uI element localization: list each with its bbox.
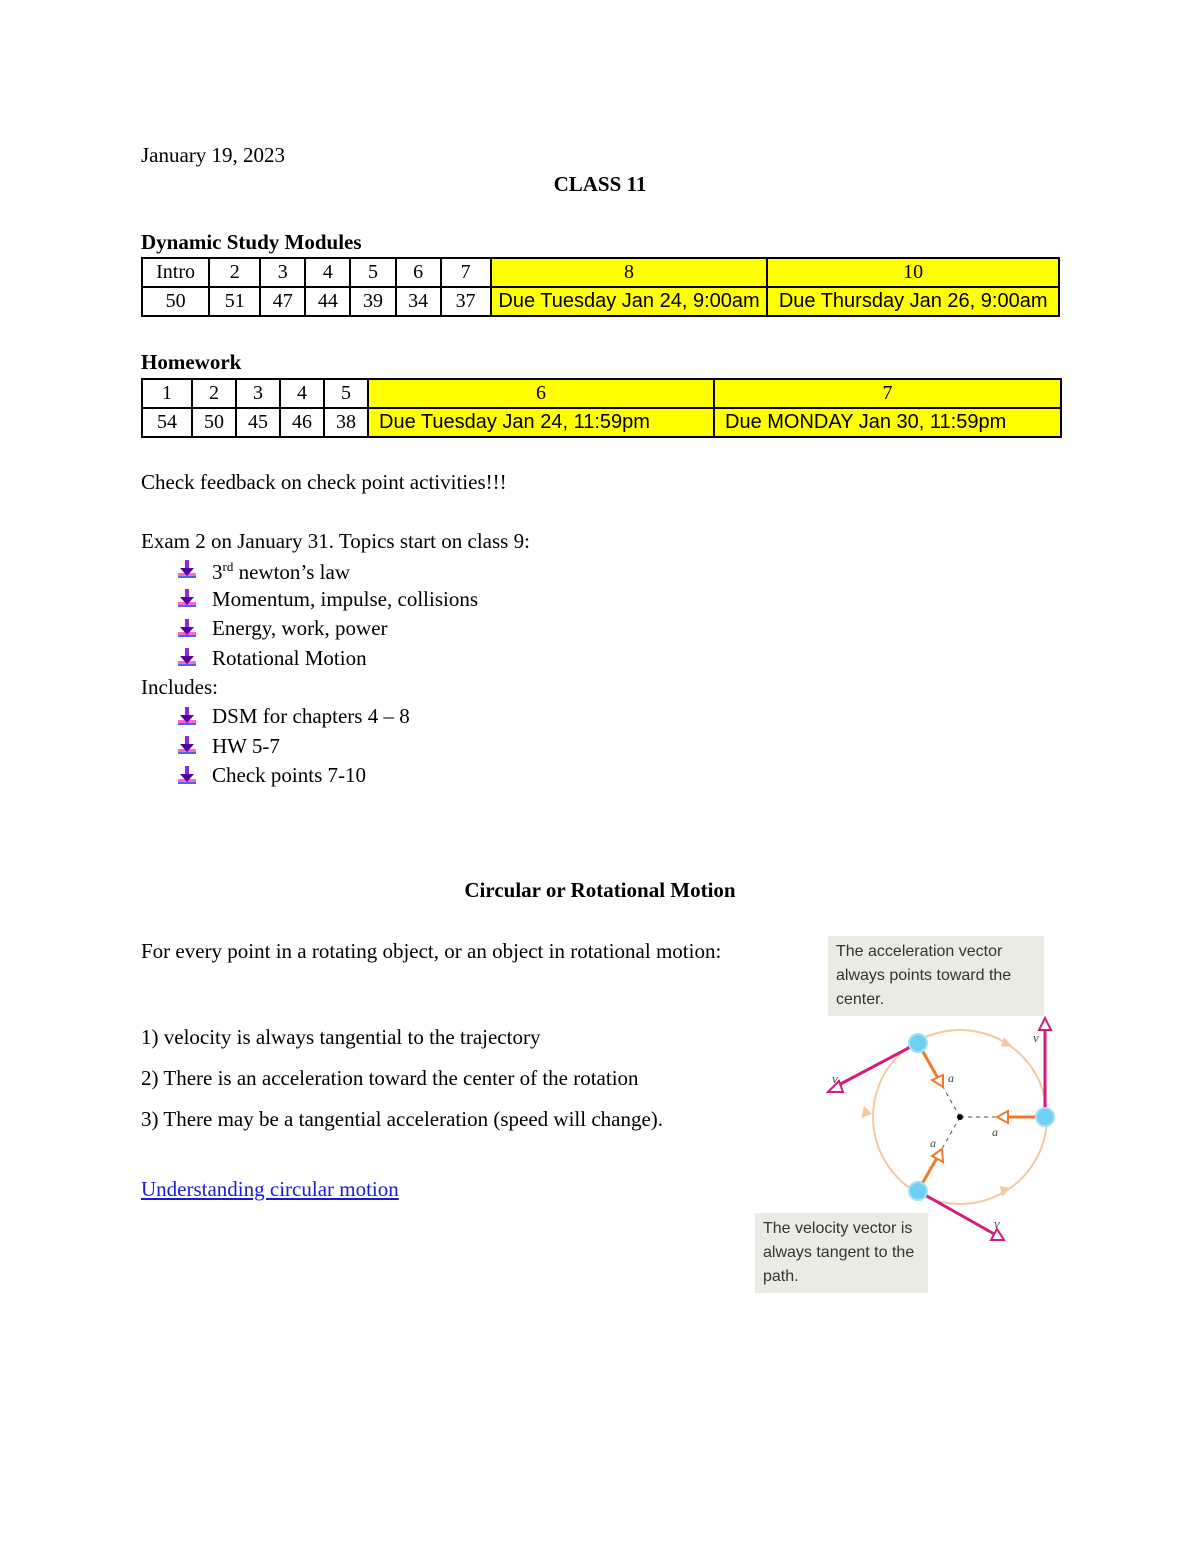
dsm-header-cell: 7 (441, 258, 491, 287)
list-item (176, 732, 410, 762)
exam-topics-list (176, 555, 478, 673)
document-date: January 19, 2023 (141, 143, 286, 167)
homework-heading: Homework (141, 350, 242, 374)
arrow-bullet-icon (176, 559, 198, 581)
homework-header-cell-highlight: 7 (714, 379, 1061, 408)
homework-header-row (142, 379, 1061, 408)
circular-motion-link[interactable]: Understanding circular motion (141, 1177, 399, 1201)
list-item (176, 644, 478, 674)
dsm-heading: Dynamic Study Modules (141, 230, 362, 254)
list-item (176, 702, 410, 732)
list-item (176, 555, 478, 585)
dsm-header-cell: 2 (209, 258, 260, 287)
dsm-header-cell: 4 (305, 258, 350, 287)
dsm-header-cell: Intro (142, 258, 209, 287)
acceleration-arrowhead-icon (997, 1111, 1008, 1123)
dsm-table (141, 257, 1060, 317)
dsm-header-cell-highlight: 8 (491, 258, 768, 287)
list-item (176, 585, 478, 615)
arrow-bullet-icon (176, 618, 198, 640)
class-title: CLASS 11 (553, 172, 647, 196)
dsm-value-cell: 44 (305, 287, 350, 316)
velocity-vector (918, 1191, 996, 1235)
dsm-value-cell: 47 (260, 287, 305, 316)
homework-value-row (142, 408, 1061, 437)
section-title: Circular or Rotational Motion (464, 878, 736, 902)
dsm-value-cell: 39 (350, 287, 395, 316)
topic-text: Rotational Motion (212, 645, 367, 670)
point-1: 1) velocity is always tangential to the trajectory (141, 1025, 541, 1049)
arrow-bullet-icon (176, 765, 198, 787)
list-item (176, 614, 478, 644)
homework-header-cell: 3 (236, 379, 280, 408)
particle (909, 1034, 927, 1052)
dsm-header-cell-highlight: 10 (767, 258, 1059, 287)
homework-due-cell: Due Tuesday Jan 24, 11:59pm (368, 408, 714, 437)
center-point (957, 1114, 963, 1120)
velocity-arrowhead-icon (1039, 1018, 1051, 1030)
include-text: Check points 7-10 (212, 763, 366, 787)
homework-header-cell: 4 (280, 379, 324, 408)
dsm-value-cell: 37 (441, 287, 491, 316)
feedback-note: Check feedback on check point activities!!! (141, 470, 507, 494)
acceleration-arrowhead-icon (932, 1075, 943, 1087)
circular-motion-diagram (790, 1010, 1080, 1260)
caption-velocity: The velocity vector is always tangent to the path. (755, 1213, 928, 1293)
vector-label: a (930, 1136, 936, 1150)
homework-header-cell: 5 (324, 379, 368, 408)
point-3: 3) There may be a tangential acceleration (speed will change). (141, 1107, 664, 1131)
homework-header-cell-highlight: 6 (368, 379, 714, 408)
dsm-header-cell: 3 (260, 258, 305, 287)
topic-text: Momentum, impulse, collisions (212, 586, 478, 611)
velocity-vector (833, 1043, 918, 1088)
dsm-value-cell: 34 (396, 287, 441, 316)
arrow-bullet-icon (176, 647, 198, 669)
homework-header-cell: 2 (192, 379, 236, 408)
arrow-bullet-icon (176, 706, 198, 728)
include-text: DSM for chapters 4 – 8 (212, 704, 410, 728)
dsm-due-cell: Due Thursday Jan 26, 9:00am (767, 287, 1059, 316)
dsm-header-cell: 5 (350, 258, 395, 287)
acceleration-arrowhead-icon (932, 1149, 943, 1162)
vector-label: a (948, 1071, 954, 1085)
list-item (176, 761, 410, 791)
section-intro: For every point in a rotating object, or an object in rotational motion: (141, 939, 722, 963)
direction-arrow-icon (1000, 1186, 1010, 1197)
homework-value-cell: 38 (324, 408, 368, 437)
dsm-value-cell: 50 (142, 287, 209, 316)
homework-value-cell: 50 (192, 408, 236, 437)
dsm-header-row (142, 258, 1059, 287)
dsm-value-row (142, 287, 1059, 316)
homework-due-cell: Due MONDAY Jan 30, 11:59pm (714, 408, 1061, 437)
dsm-due-cell: Due Tuesday Jan 24, 9:00am (491, 287, 768, 316)
vector-label: v (832, 1071, 838, 1086)
includes-list (176, 702, 410, 791)
vector-label: a (992, 1125, 998, 1139)
dsm-header-cell: 6 (396, 258, 441, 287)
arrow-bullet-icon (176, 735, 198, 757)
homework-header-cell: 1 (142, 379, 192, 408)
topic-text: 3rd newton’s law (212, 559, 350, 584)
topic-text: Energy, work, power (212, 616, 388, 640)
homework-value-cell: 45 (236, 408, 280, 437)
particle (909, 1182, 927, 1200)
caption-acceleration: The acceleration vector always points toward the center. (828, 936, 1044, 1016)
particle (1036, 1108, 1054, 1126)
exam-intro: Exam 2 on January 31. Topics start on class 9: (141, 529, 530, 553)
direction-arrow-icon (861, 1106, 872, 1118)
point-2: 2) There is an acceleration toward the center of the rotation (141, 1066, 639, 1090)
vector-label: v (1033, 1030, 1039, 1045)
include-text: HW 5-7 (212, 733, 280, 758)
homework-table (141, 378, 1062, 438)
arrow-bullet-icon (176, 588, 198, 610)
homework-value-cell: 46 (280, 408, 324, 437)
vector-label: v (994, 1216, 1000, 1231)
direction-arrow-icon (1001, 1037, 1012, 1047)
includes-label: Includes: (141, 675, 218, 699)
dsm-value-cell: 51 (209, 287, 260, 316)
homework-value-cell: 54 (142, 408, 192, 437)
